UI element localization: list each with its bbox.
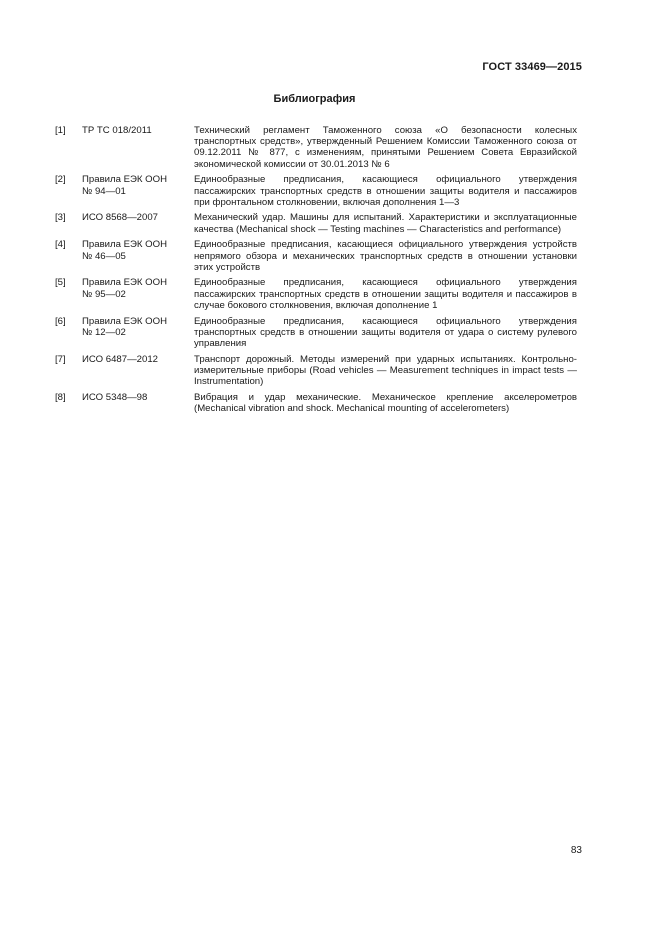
bibliography-entry — [55, 316, 577, 350]
entry-reference: Правила ЕЭК ООН № 12—02 — [82, 315, 168, 338]
entry-description: Единообразные предписания, касающиеся официального утверждения пассажирских транспортных средств в отношении защиты водителя и пассажиров при фронтальном столкновении, включая дополнения 1—3 — [194, 174, 577, 208]
entry-description: Единообразные предписания, касающиеся официального утверждения устройств непрямого обзора и механических транспортных средств в отношении установки этих устройств — [194, 239, 577, 273]
document-code: ГОСТ 33469—2015 — [482, 61, 582, 73]
bibliography-entry — [55, 354, 577, 388]
entry-description: Единообразные предписания, касающиеся официального утверждения транспортных средств в отношении защиты водителя от удара о систему рулевого управления — [194, 315, 577, 349]
entry-number: [8] — [55, 391, 66, 403]
entry-number: [5] — [55, 277, 66, 289]
entry-reference: ИСО 6487—2012 — [82, 353, 159, 365]
bibliography-entry — [55, 277, 577, 311]
bibliography-entry — [55, 174, 577, 208]
entry-reference: Правила ЕЭК ООН № 95—02 — [82, 277, 168, 300]
entry-description: Технический регламент Таможенного союза «О безопасности колесных транспортных средств», утвержденный Решением Комиссии Таможенного союза от 09.12.2011 № 877, с изменениям, принятыми Решением Совета Евразийской экономической комиссии от 30.01.2013 № 6 — [194, 125, 577, 170]
entry-number: [7] — [55, 353, 66, 365]
entry-description: Механический удар. Машины для испытаний. Характеристики и эксплуатационные качества (Mechanical shock — Testing machines — Characteristics and performance) — [194, 212, 577, 235]
page-number: 83 — [570, 845, 582, 856]
entry-reference: Правила ЕЭК ООН № 94—01 — [82, 174, 168, 197]
bibliography-entry — [55, 239, 577, 273]
entry-reference: Правила ЕЭК ООН № 46—05 — [82, 239, 168, 262]
entry-reference: ТР ТС 018/2011 — [82, 125, 152, 136]
entry-description: Единообразные предписания, касающиеся официального утверждения пассажирских транспортных средств в отношении защиты водителя и пассажиров в случае бокового столкновения, включая дополнение 1 — [194, 277, 577, 311]
entry-description: Вибрация и удар механические. Механическое крепление акселерометров (Mechanical vibration and shock. Mechanical mounting of accelerometers) — [194, 391, 577, 414]
bibliography-entry — [55, 125, 577, 170]
bibliography-title: Библиография — [273, 93, 356, 105]
bibliography-entry — [55, 212, 577, 234]
entry-reference: ИСО 5348—98 — [82, 391, 148, 403]
bibliography-entry — [55, 392, 577, 414]
entry-reference: ИСО 8568—2007 — [82, 212, 159, 224]
entry-number: [3] — [55, 212, 66, 224]
entry-number: [6] — [55, 315, 66, 327]
bibliography-list — [55, 125, 577, 419]
entry-number: [1] — [55, 125, 66, 136]
entry-number: [4] — [55, 239, 66, 251]
entry-number: [2] — [55, 174, 66, 186]
entry-description: Транспорт дорожный. Методы измерений при ударных испытаниях. Контрольно-измерительные приборы (Road vehicles — Measurement techniques in impact tests — Instrumentation) — [194, 353, 577, 388]
